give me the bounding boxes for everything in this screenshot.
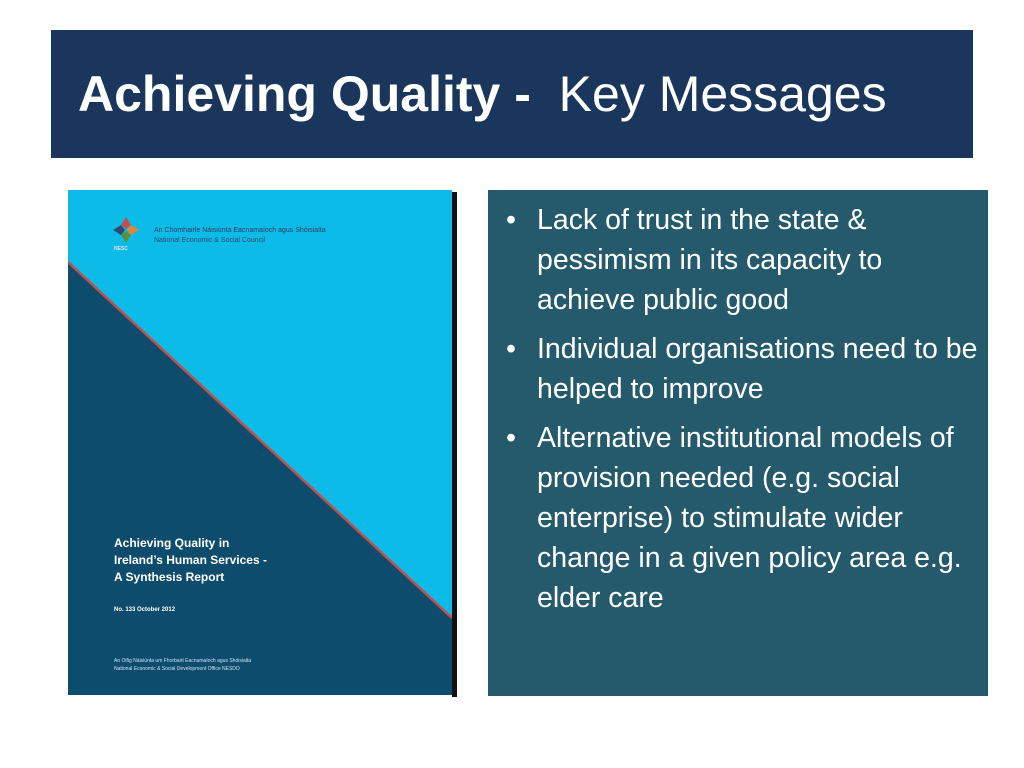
nesc-logo-icon (112, 216, 140, 244)
key-message-item (488, 200, 988, 320)
title-bar (51, 30, 973, 158)
cover-shadow (452, 192, 457, 697)
bullet-icon: • (506, 204, 516, 236)
key-messages-panel (488, 190, 988, 696)
cover-org-irish: An Chomhairle Náisiúnta Eacnamaíoch agus Shóisialta (154, 227, 326, 234)
key-message-text: Alternative institutional models of provision needed (e.g. social enterprise) to stimulate wider change in a given policy area e.g. elder care (537, 422, 962, 614)
cover-footer-irish: An Oifig Náisiúnta um Fhorbairt Eacnamaíoch agus Shóisialta (114, 658, 252, 664)
key-message-item (488, 329, 988, 409)
cover-footer (114, 657, 251, 673)
bullet-icon: • (506, 333, 516, 365)
cover-report-number: No. 133 October 2012 (114, 607, 176, 613)
key-message-item (488, 418, 988, 618)
cover-title-line: Ireland’s Human Services - (114, 553, 267, 567)
slide-title (78, 66, 887, 122)
cover-organisation (154, 226, 326, 246)
slide-title-bold: Achieving Quality - (78, 66, 531, 122)
key-message-text: Individual organisations need to be helped to improve (537, 333, 978, 405)
cover-title-line: A Synthesis Report (114, 570, 225, 584)
cover-org-english: National Economic & Social Council (154, 237, 266, 244)
key-messages-list (488, 190, 988, 618)
cover-report-title (114, 535, 334, 586)
slide-title-regular: Key Messages (558, 66, 887, 122)
cover-title-line: Achieving Quality in (114, 536, 230, 550)
cover-background (68, 190, 452, 695)
bullet-icon: • (506, 422, 516, 454)
report-cover-image (68, 190, 452, 695)
cover-logo-label: NESC (114, 246, 128, 252)
key-message-text: Lack of trust in the state & pessimism in its capacity to achieve public good (537, 204, 883, 316)
cover-footer-english: National Economic & Social Development Office NESDO (114, 666, 240, 672)
